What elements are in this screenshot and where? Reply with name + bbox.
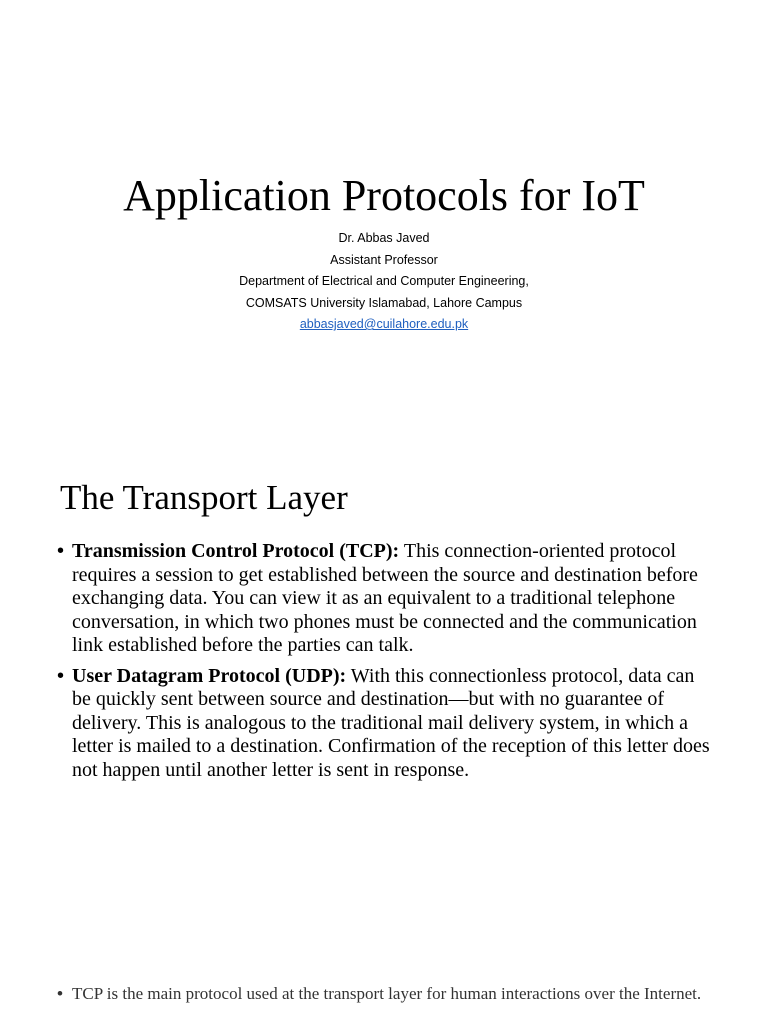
list-item bbox=[57, 665, 717, 783]
author-name: Dr. Abbas Javed bbox=[338, 231, 430, 245]
bullet-icon: • bbox=[57, 984, 63, 1003]
slide-heading: The Transport Layer bbox=[60, 478, 348, 517]
list-item bbox=[57, 540, 717, 658]
bullet-icon: • bbox=[57, 664, 65, 687]
bullet-icon: • bbox=[57, 540, 65, 562]
title-slide bbox=[0, 0, 768, 432]
bullet-text: TCP is the main protocol used at the transport layer for human interactions over the Internet. bbox=[72, 984, 702, 1003]
bullet-list bbox=[57, 540, 717, 789]
bullet-text: With this connectionless protocol, data can be quickly sent between source and destination—but with no guarantee of delivery. This is analogous to the traditional mail delivery system, in which a letter is mailed to a destination. Confirmation of the reception of this letter does not happen until another letter is sent in response. bbox=[72, 664, 710, 781]
author-university: COMSATS University Islamabad, Lahore Campus bbox=[245, 295, 523, 310]
author-email-link[interactable]: abbasjaved@cuilahore.edu.pk bbox=[299, 317, 469, 331]
transport-layer-slide bbox=[0, 432, 768, 864]
author-info bbox=[0, 228, 768, 336]
bullet-text: This connection-oriented protocol requires a session to get established between the source and destination before exchanging data. You can view it as an equivalent to a traditional telephone conversation, in which two phones must be connected and the communication link established before the parties can talk. bbox=[72, 540, 698, 656]
bullet-term: Transmission Control Protocol (TCP): bbox=[72, 540, 400, 562]
tcp-usage-slide bbox=[0, 864, 768, 1024]
author-department: Department of Electrical and Computer Engineering, bbox=[239, 274, 529, 288]
presentation-title: Application Protocols for IoT bbox=[123, 171, 645, 220]
bullet-list bbox=[57, 984, 717, 1004]
bullet-term: User Datagram Protocol (UDP): bbox=[72, 664, 347, 687]
list-item bbox=[57, 984, 717, 1004]
author-position: Assistant Professor bbox=[330, 252, 438, 267]
